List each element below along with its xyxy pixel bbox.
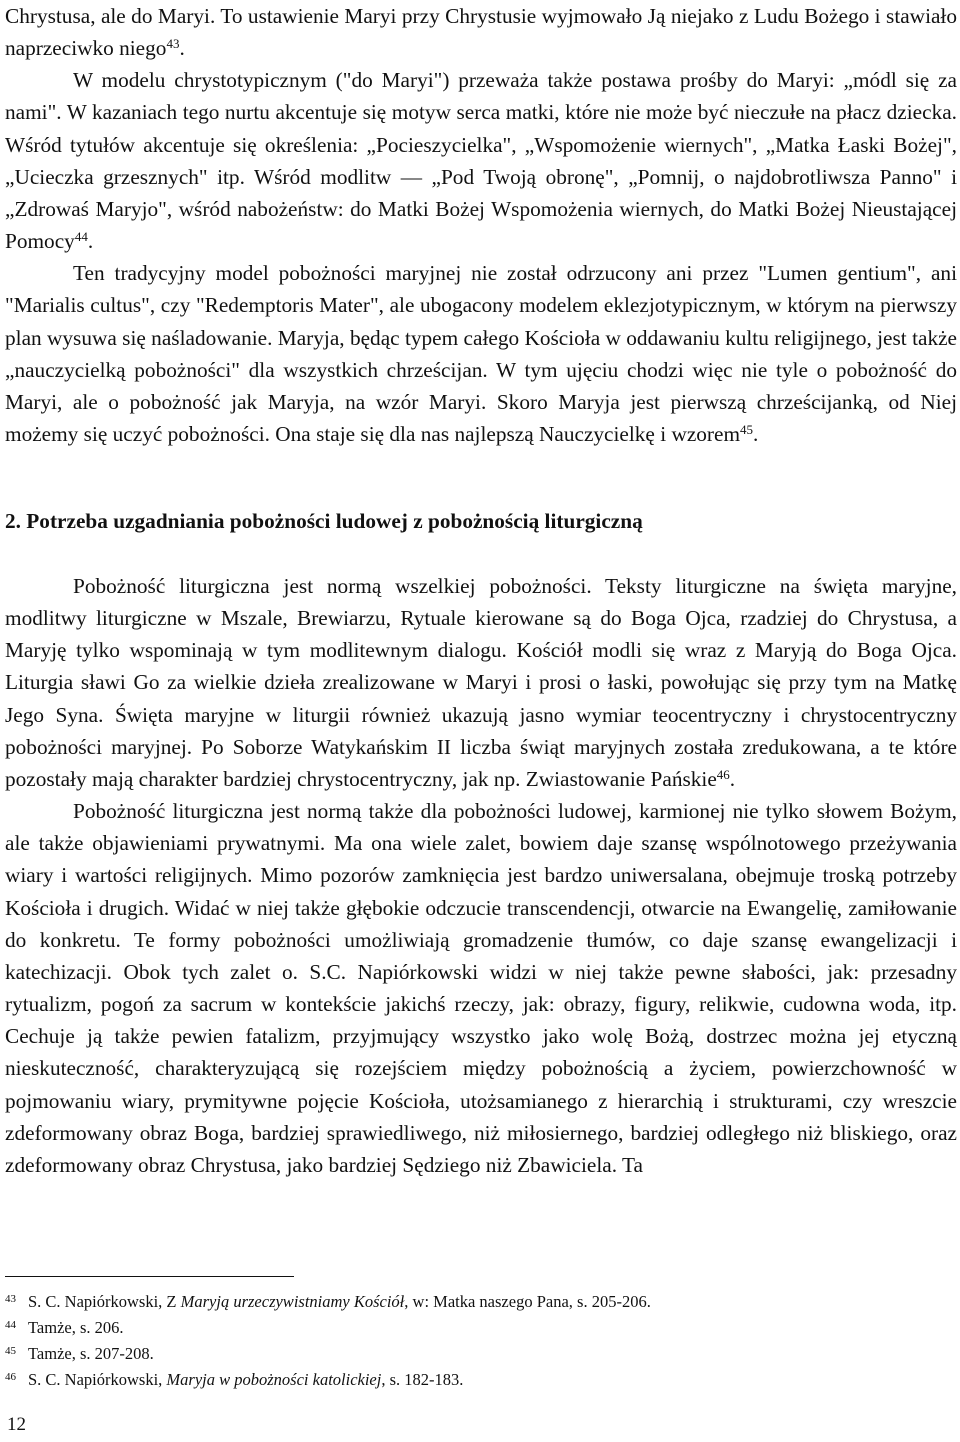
section-heading: 2. Potrzeba uzgadniania pobożności ludowej z pobożnością liturgiczną	[5, 509, 643, 533]
footnote-ref[interactable]: 44	[74, 228, 88, 244]
page-number: 12	[7, 1414, 26, 1435]
footnote-number: 43	[5, 1292, 16, 1305]
footnote: $^{46}$ S. C. Napiórkowski, Maryja w pobożności katolickiej, s. 182-183.	[5, 1370, 464, 1389]
paragraph: W modelu chrystotypicznym ("do Maryi") przeważa także postawa prośby do Maryi: „módl się za nami". W kazaniach tego nurtu akcentuje się motyw serca matki, które nie może być nieczułe na płacz dziecka. Wśród tytułów akcentuje się określenia: „Pocieszycielka", „Wspomożenie wiernych", „Matka Łaski Bożej", „Ucieczka grzesznych" itp. Wśród modlitw — „Pod Twoją obronę", „Pomnij, o najdobrotliwsza Panno" i „Zdrowaś Maryjo", wśród nabożeństw: do Matki Bożej Wspomożenia wiernych, do Matki Bożej Nieustającej Pomocy$^{44}$.	[5, 68, 957, 254]
footnote-number: 46	[5, 1370, 16, 1383]
footnote-divider	[5, 1276, 294, 1277]
footnote-ref[interactable]: 45	[740, 421, 754, 437]
section-1	[5, 0, 957, 450]
paragraph: Chrystusa, ale do Maryi. To ustawienie Maryi przy Chrystusie wyjmowało Ją niejako z Ludu Bożego i stawiało naprzeciwko niego$^{43}$.	[5, 4, 957, 61]
paragraph: Pobożność liturgiczna jest normą wszelkiej pobożności. Teksty liturgiczne na święta maryjne, modlitwy liturgiczne w Mszale, Brewiarzu, Rytuale kierowane są do Boga Ojca, rzadziej do Chrystusa, a Maryję tylko wspominają w tym modlitewnym dialogu. Kościół modli się wraz z Maryją do Boga Ojca. Liturgia sławi Go za wielkie dzieła zrealizowane w Maryi i prosi o łaski, powołując się przy tym na Matkę Jego Syna. Święta maryjne w liturgii również ukazują jasno wymiar teocentryczny i chrystocentryczny pobożności maryjnej. Po Soborze Watykańskim II liczba świąt maryjnych została zredukowana, a te które pozostały mają charakter bardziej chrystocentryczny, jak np. Zwiastowanie Pańskie$^{46}$.	[5, 574, 957, 791]
footnote-number: 45	[5, 1344, 16, 1357]
paragraph: Pobożność liturgiczna jest normą także dla pobożności ludowej, karmionej nie tylko słowem Bożym, ale także objawieniami prywatnymi. Ma ona wiele zalet, bowiem daje szansę wspólnotowego przeżywania wiary i wartości religijnych. Mimo pozorów zamknięcia jest bardzo uniwersalana, obejmuje troską potrzeby Kościoła i drugich. Widać w niej także głębokie odczucie transcendencji, otwarcie na Ewangelię, zamiłowanie do konkretu. Te formy pobożności umożliwiają gromadzenie tłumów, co daje szansę ewangelizacji i katechizacji. Obok tych zalet o. S.C. Napiórkowski widzi w niej także pewne słabości, jak: przesadny rytualizm, pogoń za sacrum w kontekście jakichś rzeczy, jak: obrazy, figury, relikwie, cudowna woda, itp. Cechuje ją także pewien fatalizm, przyjmujący wszystko jako wolę Bożą, dostrzec można jej etyczną nieskuteczność, charakteryzującą się rozejściem między pobożnością a życiem, powierzchowność w pojmowaniu wiary, prymitywne pojęcie Kościoła, utożsamianego z hierarchią i strukturami, czy wreszcie zdeformowany obraz Boga, bardziej sprawiedliwego, niż miłosiernego, bardziej odległego niż bliskiego, oraz zdeformowany obraz Chrystusa, jako bardziej Sędziego niż Zbawiciela. Ta	[5, 799, 957, 1177]
footnote: $^{43}$ S. C. Napiórkowski, Z Maryją urzeczywistniamy Kościół, w: Matka naszego Pana, s. 205-206.	[5, 1292, 651, 1311]
footnote-ref[interactable]: 43	[166, 36, 180, 52]
footnote-number: 44	[5, 1318, 16, 1331]
footnote: $^{45}$ Tamże, s. 207-208.	[5, 1344, 154, 1363]
paragraph: Ten tradycyjny model pobożności maryjnej nie został odrzucony ani przez "Lumen gentium", ani "Marialis cultus", czy "Redemptoris Mater", ale ubogacony modelem eklezjotypicznym, w którym na pierwszy plan wysuwa się naśladowanie. Maryja, będąc typem całego Kościoła w oddawaniu kultu religijnego, jest także „nauczycielką pobożności" dla wszystkich chrześcijan. W tym ujęciu chodzi więc nie tyle o pobożność do Maryi, ale o pobożność jak Maryja, na wzór Maryi. Skoro Maryja jest pierwszą chrześcijanką, od Niej możemy się uczyć pobożności. Ona staje się dla nas najlepszą Nauczycielkę i wzorem$^{45}$.	[5, 261, 957, 447]
footnotes	[5, 1289, 957, 1393]
document-page	[5, 0, 957, 1435]
footnote: $^{44}$ Tamże, s. 206.	[5, 1318, 124, 1337]
section-2	[5, 570, 957, 1181]
footnote-ref[interactable]: 46	[716, 766, 730, 782]
